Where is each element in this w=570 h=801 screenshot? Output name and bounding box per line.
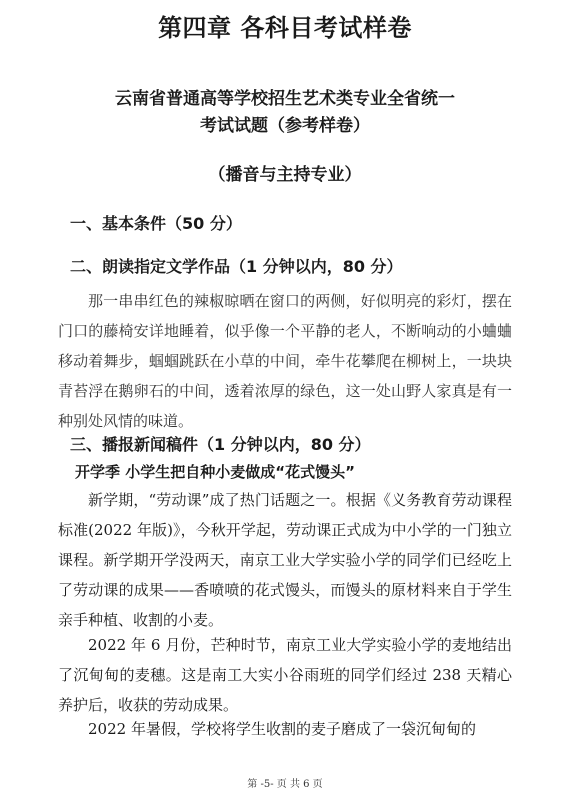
news-paragraph: 2022 年 6 月份，芒种时节，南京工业大学实验小学的麦地结出了沉甸甸的麦穗。这是南工大实小谷雨班的同学们经过 238 天精心养护后，收获的劳动成果。	[58, 636, 512, 714]
literary-passage: 那一串串红色的辣椒晾晒在窗口的两侧，好似明亮的彩灯，摆在门口的藤椅安详地睡着，似乎像一个平静的老人，不断响动的小蛐蛐移动着舞步，蝈蝈跳跃在小草的中间，牵牛花攀爬在柳树上，一块块青苔浮在鹅卵石的中间，透着浓厚的绿色，这一处山野人家真是有一种别处风情的味道。	[58, 292, 512, 430]
news-headline: 开学季 小学生把自种小麦做成“花式馒头”	[75, 463, 355, 481]
exam-title-line1: 云南省普通高等学校招生艺术类专业全省统一	[115, 89, 455, 109]
section-heading-news: 三、播报新闻稿件（1 分钟以内，80 分）	[70, 435, 371, 454]
news-paragraph: 2022 年暑假，学校将学生收割的麦子磨成了一袋沉甸甸的	[88, 720, 476, 738]
chapter-title: 第四章 各科目考试样卷	[158, 14, 412, 42]
section-heading-reading: 二、朗读指定文学作品（1 分钟以内，80 分）	[70, 257, 403, 276]
page-footer: 第 -5- 页 共 6 页	[247, 779, 323, 790]
section-heading-basic: 一、基本条件（50 分）	[70, 214, 242, 233]
news-paragraph: 新学期，“劳动课”成了热门话题之一。根据《义务教育劳动课程标准(2022 年版)》，今秋开学起，劳动课正式成为中小学的一门独立课程。新学期开学没两天，南京工业大学实验小学的同学们已经吃上了劳动课的成果——香喷喷的花式馒头，而馒头的原材料来自于学生亲手种植、收割的小麦。	[58, 491, 512, 629]
major-subtitle: （播音与主持专业）	[208, 165, 362, 185]
exam-title-line2: 考试试题（参考样卷）	[200, 116, 370, 136]
